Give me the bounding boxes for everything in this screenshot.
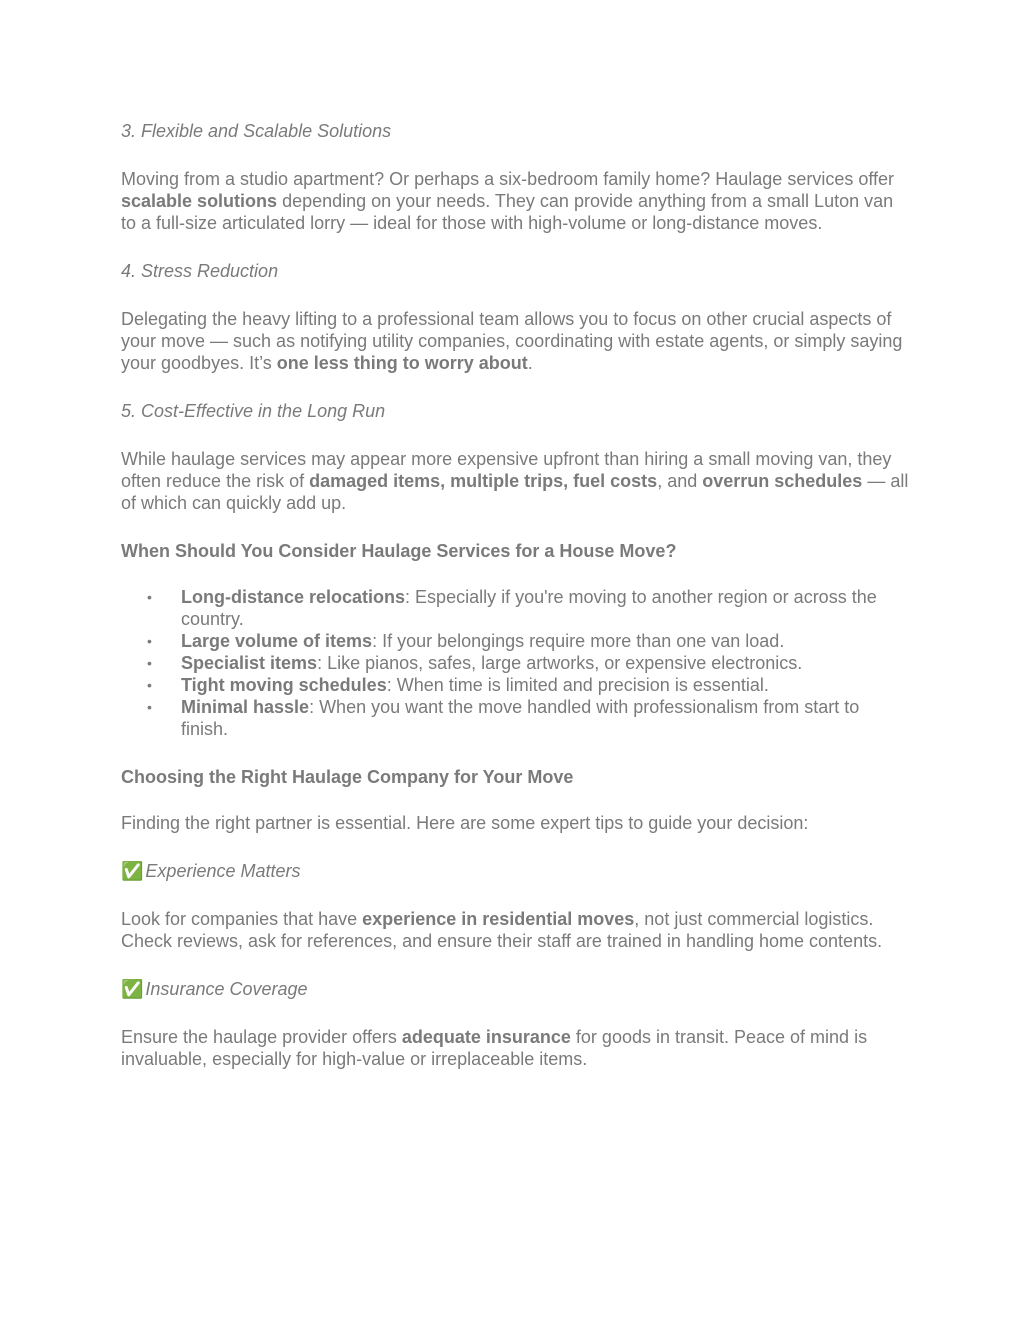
list-item: [147, 652, 911, 674]
bold-text: scalable solutions: [121, 191, 278, 211]
subheading-text: Experience Matters: [145, 861, 301, 881]
heading-when: When Should You Consider Haulage Services for a House Move?: [121, 541, 677, 561]
paragraph-choosing-intro: Finding the right partner is essential. Here are some expert tips to guide your decision:: [121, 813, 809, 833]
text-run: Look for companies that have: [121, 909, 363, 929]
text-run: : Especially if you're moving to another region or across the country.: [181, 587, 877, 629]
text-run: : When you want the move handled with professionalism from start to finish.: [181, 697, 860, 739]
list-item: [147, 674, 911, 696]
bullet-icon: •: [147, 589, 152, 605]
text-run: : When time is limited and precision is essential.: [386, 675, 769, 695]
bold-text: Long-distance relocations: [181, 587, 406, 607]
bold-text: Specialist items: [181, 653, 318, 673]
bullet-icon: •: [147, 677, 152, 693]
paragraph-experience: [121, 908, 911, 952]
text-run: : If your belongings require more than one van load.: [372, 631, 785, 651]
list-item: [147, 696, 911, 740]
paragraph-flexible: [121, 168, 911, 234]
bold-text: damaged items, multiple trips, fuel costs: [309, 471, 658, 491]
bold-text: one less thing to worry about: [276, 353, 528, 373]
document-page: [121, 120, 911, 1096]
text-run: for goods in transit. Peace of mind is invaluable, especially for high-value or irreplaceable items.: [121, 1027, 868, 1069]
list-item: [147, 630, 911, 652]
paragraph-insurance: [121, 1026, 911, 1070]
text-run: : Like pianos, safes, large artworks, or expensive electronics.: [317, 653, 803, 673]
bold-text: Large volume of items: [181, 631, 373, 651]
subheading-text: Insurance Coverage: [145, 979, 308, 999]
text-run: Delegating the heavy lifting to a professional team allows you to focus on other crucial aspects of your move — such as notifying utility companies, coordinating with estate agents, or simply saying your goodbyes. It’s: [121, 309, 903, 373]
text-run: depending on your needs. They can provide anything from a small Luton van to a full-size articulated lorry — ideal for those with high-volume or long-distance moves.: [121, 191, 894, 233]
bold-text: experience in residential moves: [362, 909, 635, 929]
bold-text: adequate insurance: [401, 1027, 571, 1047]
bullet-list: [121, 586, 911, 740]
bullet-icon: •: [147, 633, 152, 649]
list-item: [147, 586, 911, 630]
text-run: Ensure the haulage provider offers: [121, 1027, 402, 1047]
subheading-cost: 5. Cost-Effective in the Long Run: [121, 401, 386, 421]
text-run: .: [527, 353, 533, 373]
heading-choosing: Choosing the Right Haulage Company for Your Move: [121, 767, 574, 787]
paragraph-cost: [121, 448, 911, 514]
bullet-icon: •: [147, 655, 152, 671]
text-run: , and: [657, 471, 703, 491]
check-mark-icon: ✅: [121, 861, 144, 881]
subheading-stress: 4. Stress Reduction: [121, 261, 279, 281]
subheading-flexible: 3. Flexible and Scalable Solutions: [121, 121, 392, 141]
subheading-experience: [121, 860, 911, 882]
bullet-icon: •: [147, 699, 152, 715]
bold-text: Tight moving schedules: [181, 675, 387, 695]
text-run: Moving from a studio apartment? Or perhaps a six-bedroom family home? Haulage services offer: [121, 169, 895, 189]
bold-text: overrun schedules: [702, 471, 863, 491]
text-run: — all of which can quickly add up.: [121, 471, 909, 513]
bold-text: Minimal hassle: [181, 697, 310, 717]
check-mark-icon: ✅: [121, 979, 144, 999]
subheading-insurance: [121, 978, 911, 1000]
text-run: While haulage services may appear more expensive upfront than hiring a small moving van, they often reduce the risk of: [121, 449, 892, 491]
text-run: , not just commercial logistics. Check reviews, ask for references, and ensure their staff are trained in handling home contents.: [121, 909, 883, 951]
paragraph-stress: [121, 308, 911, 374]
